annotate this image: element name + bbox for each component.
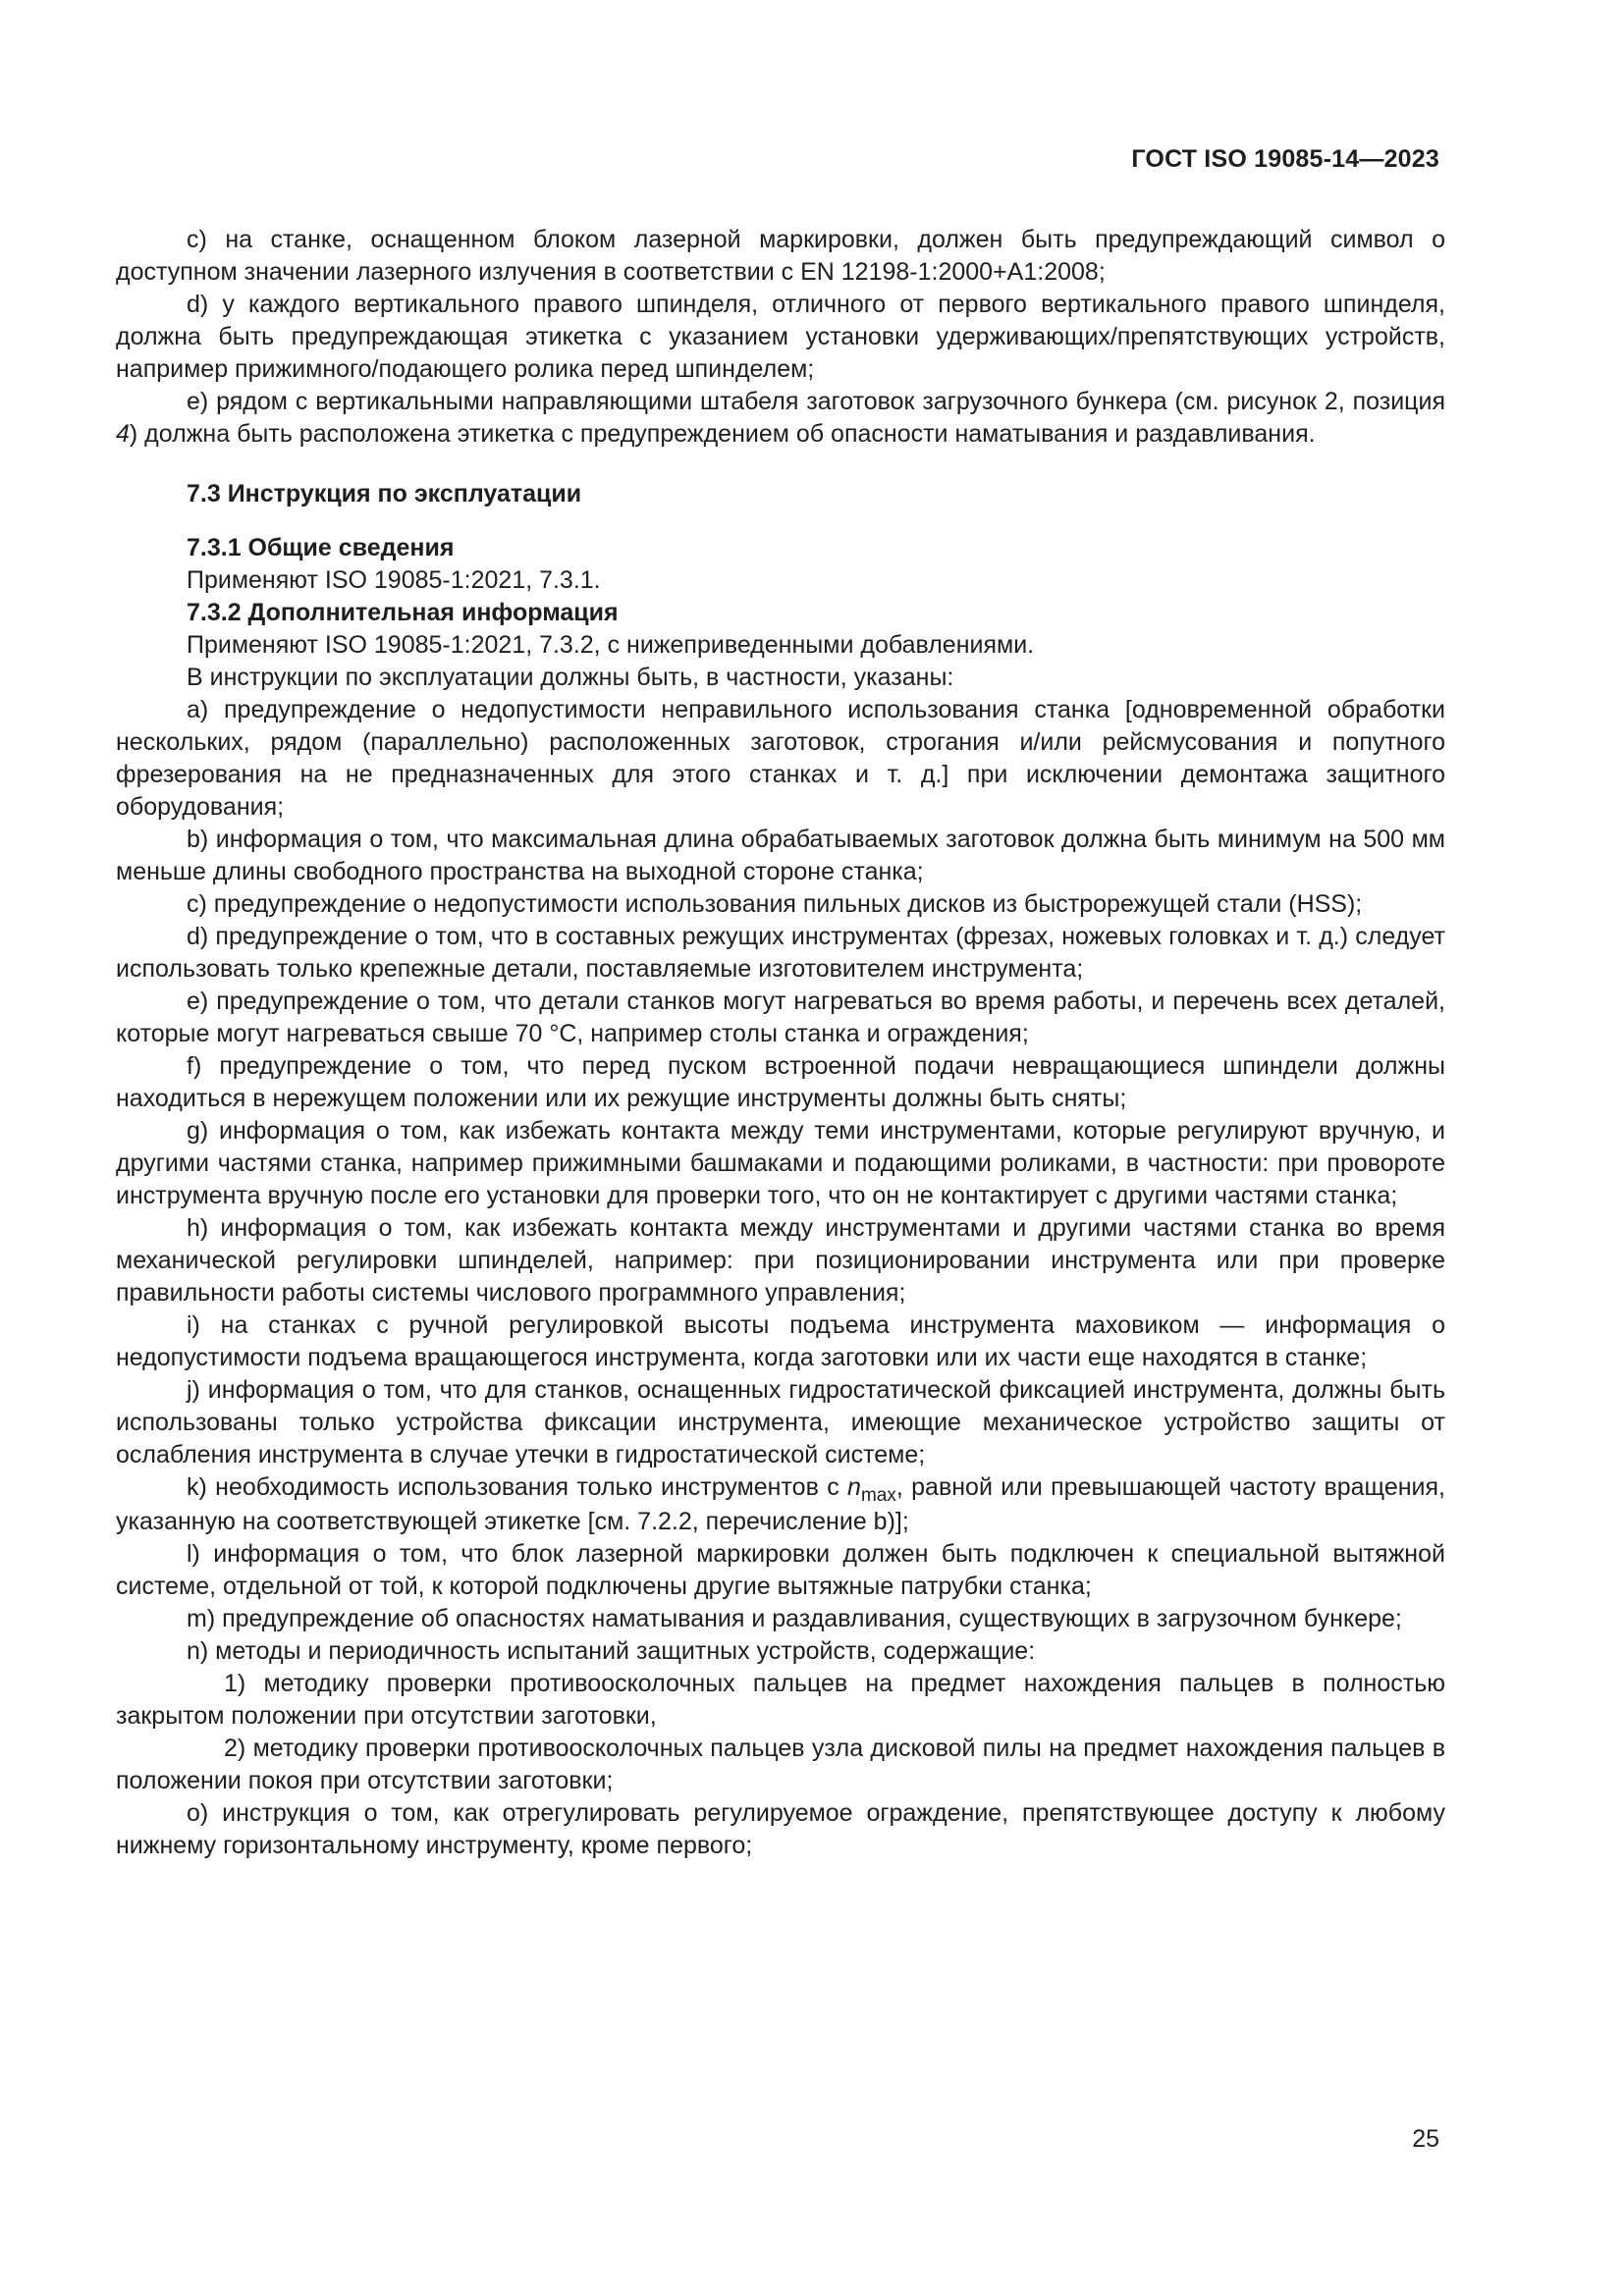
section-heading-7-3: 7.3 Инструкция по эксплуатации [187,480,582,507]
page-number: 25 [1412,2125,1439,2153]
paragraph-e [116,386,1445,451]
section-heading-7-3-2: 7.3.2 Дополнительная информация [187,599,619,626]
list-item-a: а) предупреждение о недопустимости неправильного использования станка [одновременной обработки нескольких, рядом (параллельно) расположенных заготовок, строгания и/или рейсмусования и попутного фрезерования на не предназначенных для этого станках и т. д.] при исключении демонтажа защитного оборудования; [116,696,1445,821]
list-item-b: b) информация о том, что максимальная длина обрабатываемых заготовок должна быть минимум на 500 мм меньше длины свободного пространства на выходной стороне станка; [116,826,1445,885]
figure-position-number: 4 [116,420,130,448]
list-item-f: f) предупреждение о том, что перед пуском встроенной подачи невращающиеся шпиндели должны находиться в нережущем положении или их режущие инструменты должны быть сняты; [116,1052,1445,1112]
list-item-d: d) предупреждение о том, что в составных режущих инструментах (фрезах, ножевых головках и т. д.) следует использовать только крепежные детали, поставляемые изготовителем инструмента; [116,923,1445,983]
list-item-j: j) информация о том, что для станков, оснащенных гидростатической фиксацией инструмента, должны быть использованы только устройства фиксации инструмента, имеющие механическое устройство защиты от ослабления инструмента в случае утечки в гидростатической системе; [116,1376,1445,1468]
paragraph-c: c) на станке, оснащенном блоком лазерной маркировки, должен быть предупреждающий символ о доступном значении лазерного излучения в соответствии с EN 12198-1:2000+A1:2008; [116,226,1445,286]
list-item-m: m) предупреждение об опасностях наматывания и раздавливания, существующих в загрузочном бункере; [187,1605,1402,1632]
paragraph-e-text-2: ) должна быть расположена этикетка с предупреждением об опасности наматывания и раздавливания. [129,420,1316,448]
paragraph-e-text-1: e) рядом с вертикальными направляющими штабеля заготовок загрузочного бункера (см. рисунок 2, позиция [187,388,1445,415]
list-item-e: e) предупреждение о том, что детали станков могут нагреваться во время работы, и перечень всех деталей, которые могут нагреваться свыше 70 °C, например столы станка и ограждения; [116,988,1445,1047]
list-item-n-2: 2) методику проверки противоосколочных пальцев узла дисковой пилы на предмет нахождения пальцев в положении покоя при отсутствии заготовки; [116,1735,1445,1794]
list-item-o: o) инструкция о том, как отрегулировать регулируемое ограждение, препятствующее доступу к любому нижнему горизонтальному инструменту, кроме первого; [116,1799,1445,1859]
list-item-h: h) информация о том, как избежать контакта между инструментами и другими частями станка во время механической регулировки шпинделей, например: при позиционировании инструмента или при проверке правильности работы системы числового программного управления; [116,1214,1445,1307]
list-item-l: l) информация о том, что блок лазерной маркировки должен быть подключен к специальной вытяжной системе, отдельной от той, к которой подключены другие вытяжные патрубки станка; [116,1540,1445,1600]
section-heading-7-3-1: 7.3.1 Общие сведения [187,534,455,561]
list-item-k-text-1: k) необходимость использования только инструментов с [187,1473,848,1501]
list-item-k-text-2: , равной или превышающей частоту вращения, указанную на соответствующей этикетке [см. 7.2.2, перечисление b)]; [116,1473,1445,1535]
list-item-i: i) на станках с ручной регулировкой высоты подъема инструмента маховиком — информация о недопустимости подъема вращающегося инструмента, когда заготовки или их части еще находятся в станке; [116,1311,1445,1371]
paragraph-d: d) у каждого вертикального правого шпинделя, отличного от первого вертикального правого шпинделя, должна быть предупреждающая этикетка с указанием установки удерживающих/препятствующих устройств, например прижимного/подающего ролика перед шпинделем; [116,291,1445,383]
list-item-c: c) предупреждение о недопустимости использования пильных дисков из быстрорежущей стали (HSS); [187,890,1363,918]
variable-subscript-max: max [860,1485,896,1506]
list-intro: В инструкции по эксплуатации должны быть, в частности, указаны: [187,664,954,691]
document-header: ГОСТ ISO 19085-14—2023 [1131,145,1439,173]
section-7-3-1-text: Применяют ISO 19085-1:2021, 7.3.1. [187,566,601,594]
list-item-g: g) информация о том, как избежать контакта между теми инструментами, которые регулируют вручную, и другими частями станка, например прижимными башмаками и подающими роликами, в частности: при провороте инструмента вручную после его установки для проверки того, что он не контактирует с другими частями станка; [116,1117,1445,1209]
list-item-k [116,1471,1445,1538]
list-item-n-1: 1) методику проверки противоосколочных пальцев на предмет нахождения пальцев в полностью закрытом положении при отсутствии заготовки, [116,1670,1445,1730]
section-7-3-2-text: Применяют ISO 19085-1:2021, 7.3.2, с нижеприведенными добавлениями. [187,631,1035,659]
variable-n: n [847,1473,861,1501]
page-body [116,224,1445,1862]
list-item-n: n) методы и периодичность испытаний защитных устройств, содержащие: [187,1637,1036,1665]
